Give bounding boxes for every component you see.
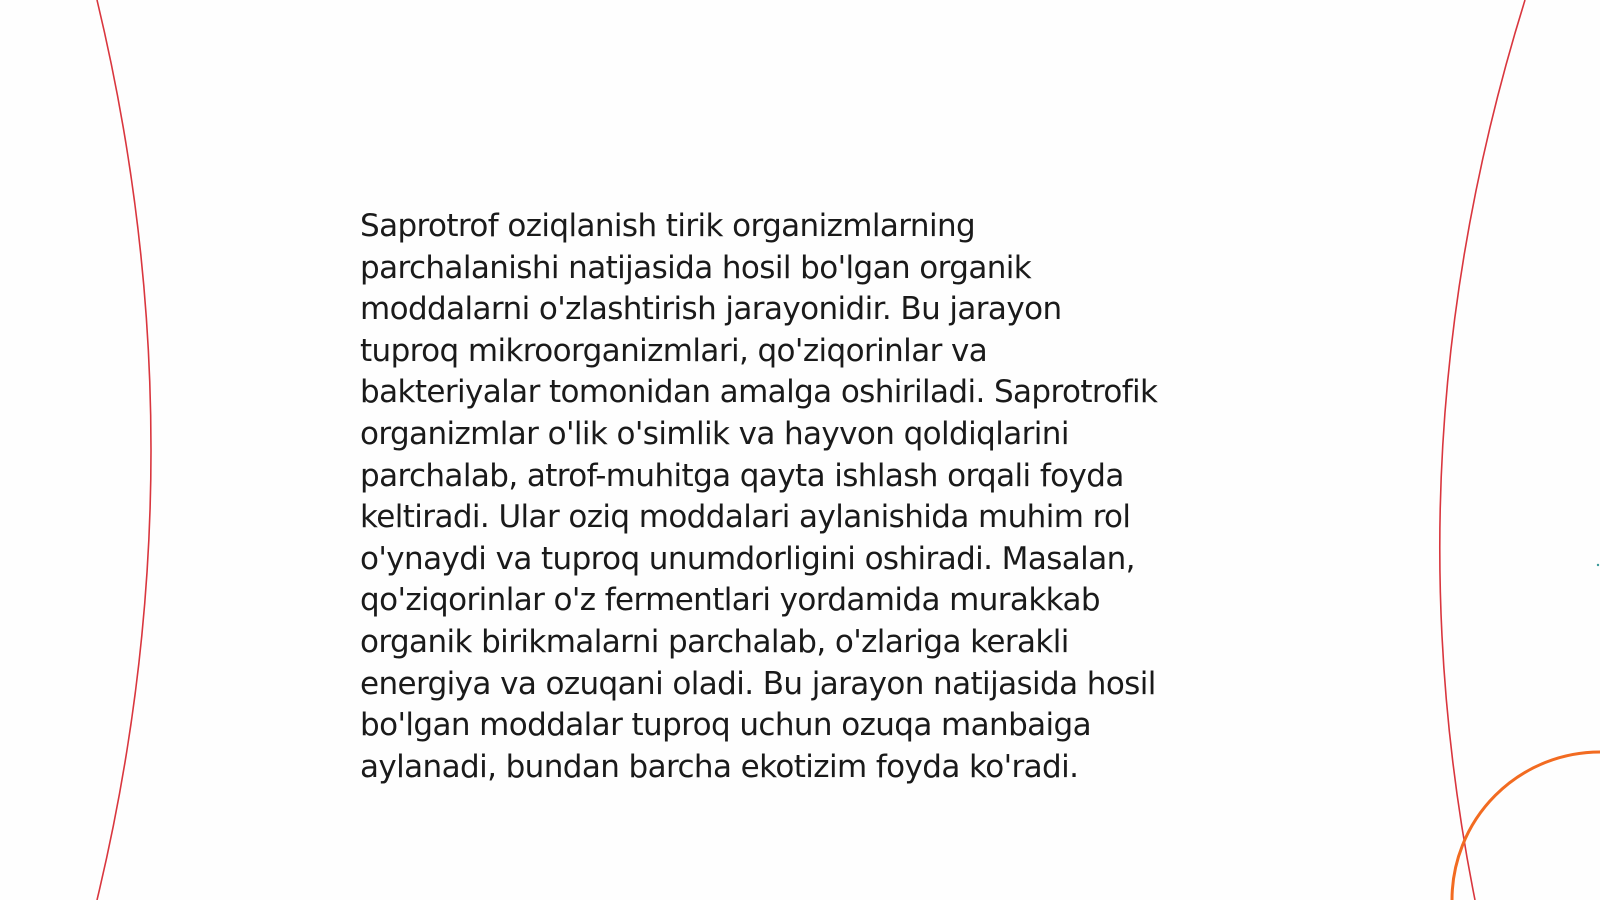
accent-dot (1597, 564, 1599, 566)
accent-arc (1452, 752, 1600, 900)
right-arc (1440, 0, 1525, 900)
body-line: o'ynaydi va tuproq unumdorligini oshiradi. Masalan, (360, 540, 1135, 577)
left-arc (97, 0, 151, 900)
body-line: energiya va ozuqani oladi. Bu jarayon natijasida hosil (360, 665, 1156, 702)
body-line: bo'lgan moddalar tuproq uchun ozuqa manbaiga (360, 707, 1092, 744)
body-line: bakteriyalar tomonidan amalga oshiriladi. Saprotrofik (360, 374, 1158, 411)
body-line: qo'ziqorinlar o'z fermentlari yordamida murakkab (360, 582, 1100, 619)
body-line: aylanadi, bundan barcha ekotizim foyda ko'radi. (360, 748, 1079, 785)
body-line: parchalab, atrof-muhitga qayta ishlash orqali foyda (360, 457, 1124, 494)
body-line: organizmlar o'lik o'simlik va hayvon qoldiqlarini (360, 415, 1069, 452)
body-line: Saprotrof oziqlanish tirik organizmlarning (360, 208, 976, 244)
body-line: keltiradi. Ular oziq moddalari aylanishida muhim rol (360, 499, 1131, 536)
body-line: organik birikmalarni parchalab, o'zlariga kerakli (360, 623, 1069, 660)
body-paragraph (360, 206, 1260, 788)
body-line: moddalarni o'zlashtirish jarayonidir. Bu jarayon (360, 291, 1062, 328)
body-line: parchalanishi natijasida hosil bo'lgan organik (360, 249, 1032, 286)
body-line: tuproq mikroorganizmlari, qo'ziqorinlar va (360, 332, 988, 369)
